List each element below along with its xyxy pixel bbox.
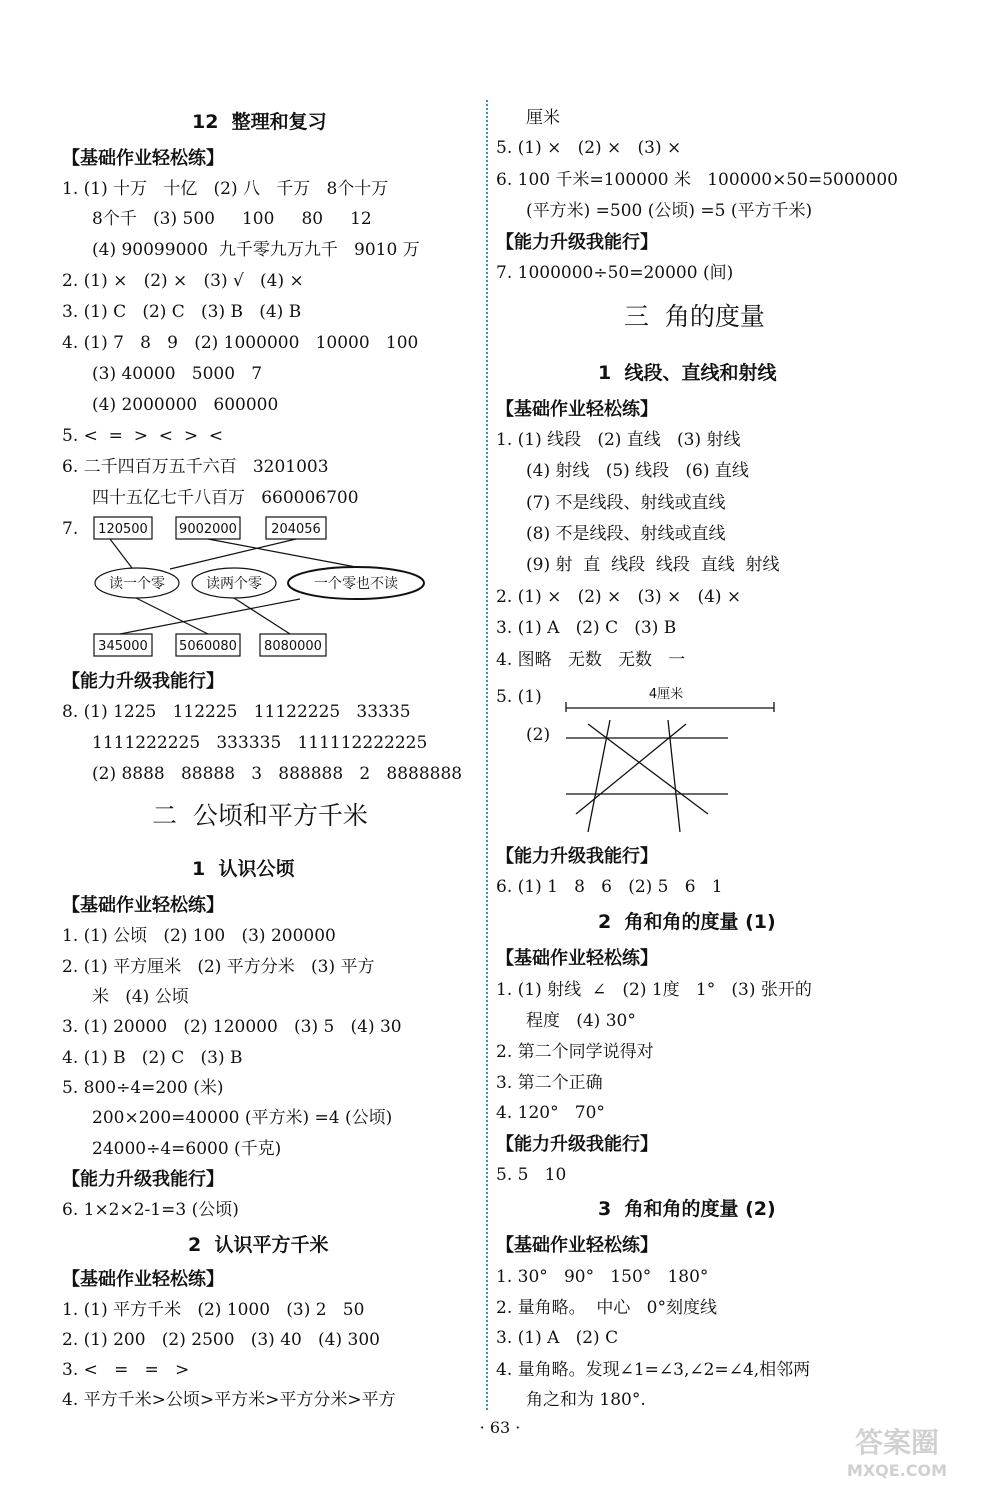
right-line-24: 程度 (4) 30° (526, 1011, 636, 1031)
right-line-12: (8) 不是线段、射线或直线 (526, 524, 726, 544)
left-line-26: 5. 800÷4=200 (米) (62, 1078, 224, 1098)
q7-oval-label-1: 读一个零 (109, 576, 165, 592)
left-line-14: 【能力升级我能行】 (62, 671, 224, 692)
right-line-19: 【能力升级我能行】 (496, 846, 658, 867)
left-line-32: 【基础作业轻松练】 (62, 1269, 224, 1290)
right-line-6: 三 角的度量 (624, 302, 765, 331)
right-line-15: 3. (1) A (2) C (3) B (496, 618, 677, 638)
right-line-29: 5. 5 10 (496, 1165, 567, 1185)
q7-matching-diagram (90, 512, 430, 662)
left-line-12: 四十五亿七千八百万 660006700 (92, 488, 359, 508)
left-line-22: 2. (1) 平方厘米 (2) 平方分米 (3) 平方 (62, 957, 375, 977)
right-line-4: 【能力升级我能行】 (496, 232, 658, 253)
left-line-33: 1. (1) 平方千米 (2) 1000 (3) 2 50 (62, 1300, 365, 1320)
left-line-30: 6. 1×2×2-1=3 (公顷) (62, 1200, 239, 1220)
right-line-7: 1 线段、直线和射线 (598, 362, 777, 384)
right-line-27: 4. 120° 70° (496, 1103, 605, 1123)
right-line-26: 3. 第二个正确 (496, 1073, 603, 1093)
right-line-28: 【能力升级我能行】 (496, 1134, 658, 1155)
q5-lines-figure (562, 716, 732, 836)
right-line-3: (平方米) =500 (公顷) =5 (平方千米) (526, 201, 813, 221)
q7-top-3: 204056 (271, 522, 321, 537)
left-line-20: 【基础作业轻松练】 (62, 895, 224, 916)
left-line-9: (4) 2000000 600000 (92, 395, 279, 415)
left-line-1: 【基础作业轻松练】 (62, 148, 224, 169)
q7-oval-label-2: 读两个零 (206, 576, 262, 592)
right-line-33: 2. 量角略。 中心 0°刻度线 (496, 1298, 717, 1318)
left-line-34: 2. (1) 200 (2) 2500 (3) 40 (4) 300 (62, 1330, 380, 1350)
q7-top-2: 9002000 (179, 522, 237, 537)
right-line-14: 2. (1) × (2) × (3) × (4) × (496, 587, 742, 607)
left-line-19: 1 认识公顷 (192, 858, 295, 880)
right-line-10: (4) 射线 (5) 线段 (6) 直线 (526, 461, 749, 481)
column-divider (486, 100, 488, 1410)
q7-bottom-1: 345000 (98, 639, 148, 654)
q7-top-1: 120500 (98, 522, 148, 537)
right-line-35: 4. 量角略。发现∠1=∠3,∠2=∠4,相邻两 (496, 1360, 811, 1380)
watermark-url: MXQE.COM (846, 1461, 948, 1480)
left-line-11: 6. 二千四百万五千六百 3201003 (62, 457, 329, 477)
left-line-23: 米 (4) 公顷 (92, 987, 189, 1007)
right-line-13: (9) 射 直 线段 线段 直线 射线 (526, 555, 780, 575)
right-line-8: 【基础作业轻松练】 (496, 399, 658, 420)
right-line-2: 6. 100 千米=100000 米 100000×50=5000000 (496, 170, 898, 190)
left-line-2: 1. (1) 十万 十亿 (2) 八 千万 8个十万 (62, 179, 389, 199)
right-line-32: 1. 30° 90° 150° 180° (496, 1267, 709, 1287)
right-line-21: 2 角和角的度量 (1) (598, 911, 776, 933)
watermark-logo (822, 1422, 972, 1482)
right-line-16: 4. 图略 无数 无数 一 (496, 650, 686, 670)
right-line-9: 1. (1) 线段 (2) 直线 (3) 射线 (496, 430, 741, 450)
right-line-1: 5. (1) × (2) × (3) × (496, 138, 682, 158)
left-line-17: (2) 8888 88888 3 888888 2 8888888 (92, 764, 463, 784)
right-line-11: (7) 不是线段、射线或直线 (526, 493, 726, 513)
left-line-25: 4. (1) B (2) C (3) B (62, 1048, 243, 1068)
right-line-5: 7. 1000000÷50=20000 (间) (496, 263, 734, 283)
q7-bottom-2: 5060080 (179, 639, 237, 654)
left-line-28: 24000÷4=6000 (千克) (92, 1139, 282, 1159)
right-line-0: 厘米 (526, 108, 560, 128)
left-line-35: 3. < = = > (62, 1360, 190, 1380)
q7-oval-label-3: 一个零也不读 (314, 576, 398, 592)
left-line-7: 4. (1) 7 8 9 (2) 1000000 10000 100 (62, 333, 419, 353)
page-number: · 63 · (479, 1418, 521, 1437)
left-line-0: 12 整理和复习 (192, 111, 327, 133)
left-line-27: 200×200=40000 (平方米) =4 (公顷) (92, 1108, 393, 1128)
right-line-17: 5. (1) (496, 687, 542, 707)
right-line-30: 3 角和角的度量 (2) (598, 1198, 776, 1220)
left-line-29: 【能力升级我能行】 (62, 1169, 224, 1190)
right-line-36: 角之和为 180°. (526, 1390, 646, 1410)
left-line-15: 8. (1) 1225 112225 11122225 33335 (62, 702, 411, 722)
right-line-25: 2. 第二个同学说得对 (496, 1042, 654, 1062)
right-line-22: 【基础作业轻松练】 (496, 948, 658, 969)
right-line-20: 6. (1) 1 8 6 (2) 5 6 1 (496, 877, 723, 897)
left-line-18: 二 公顷和平方千米 (152, 801, 368, 830)
watermark-text: 答案圈 (854, 1426, 940, 1459)
left-line-31: 2 认识平方千米 (188, 1234, 329, 1256)
left-line-21: 1. (1) 公顷 (2) 100 (3) 200000 (62, 926, 336, 946)
left-line-10: 5. < = > < > < (62, 426, 224, 446)
q7-bottom-3: 8080000 (264, 639, 322, 654)
left-line-16: 1111222225 333335 111112222225 (92, 733, 428, 753)
q5-segment-label: 4厘米 (648, 687, 684, 702)
right-line-34: 3. (1) A (2) C (496, 1328, 619, 1348)
left-line-24: 3. (1) 20000 (2) 120000 (3) 5 (4) 30 (62, 1017, 402, 1037)
q5-segment-diagram (560, 684, 780, 714)
right-line-18: (2) (526, 725, 551, 745)
left-line-6: 3. (1) C (2) C (3) B (4) B (62, 302, 302, 322)
left-line-13: 7. (62, 519, 79, 539)
left-line-3: 8个千 (3) 500 100 80 12 (92, 209, 372, 229)
left-line-5: 2. (1) × (2) × (3) √ (4) × (62, 271, 304, 291)
left-line-4: (4) 90099000 九千零九万九千 9010 万 (92, 240, 420, 260)
right-line-31: 【基础作业轻松练】 (496, 1235, 658, 1256)
left-line-36: 4. 平方千米>公顷>平方米>平方分米>平方 (62, 1390, 396, 1410)
left-line-8: (3) 40000 5000 7 (92, 364, 263, 384)
right-line-23: 1. (1) 射线 ∠ (2) 1度 1° (3) 张开的 (496, 980, 812, 1000)
